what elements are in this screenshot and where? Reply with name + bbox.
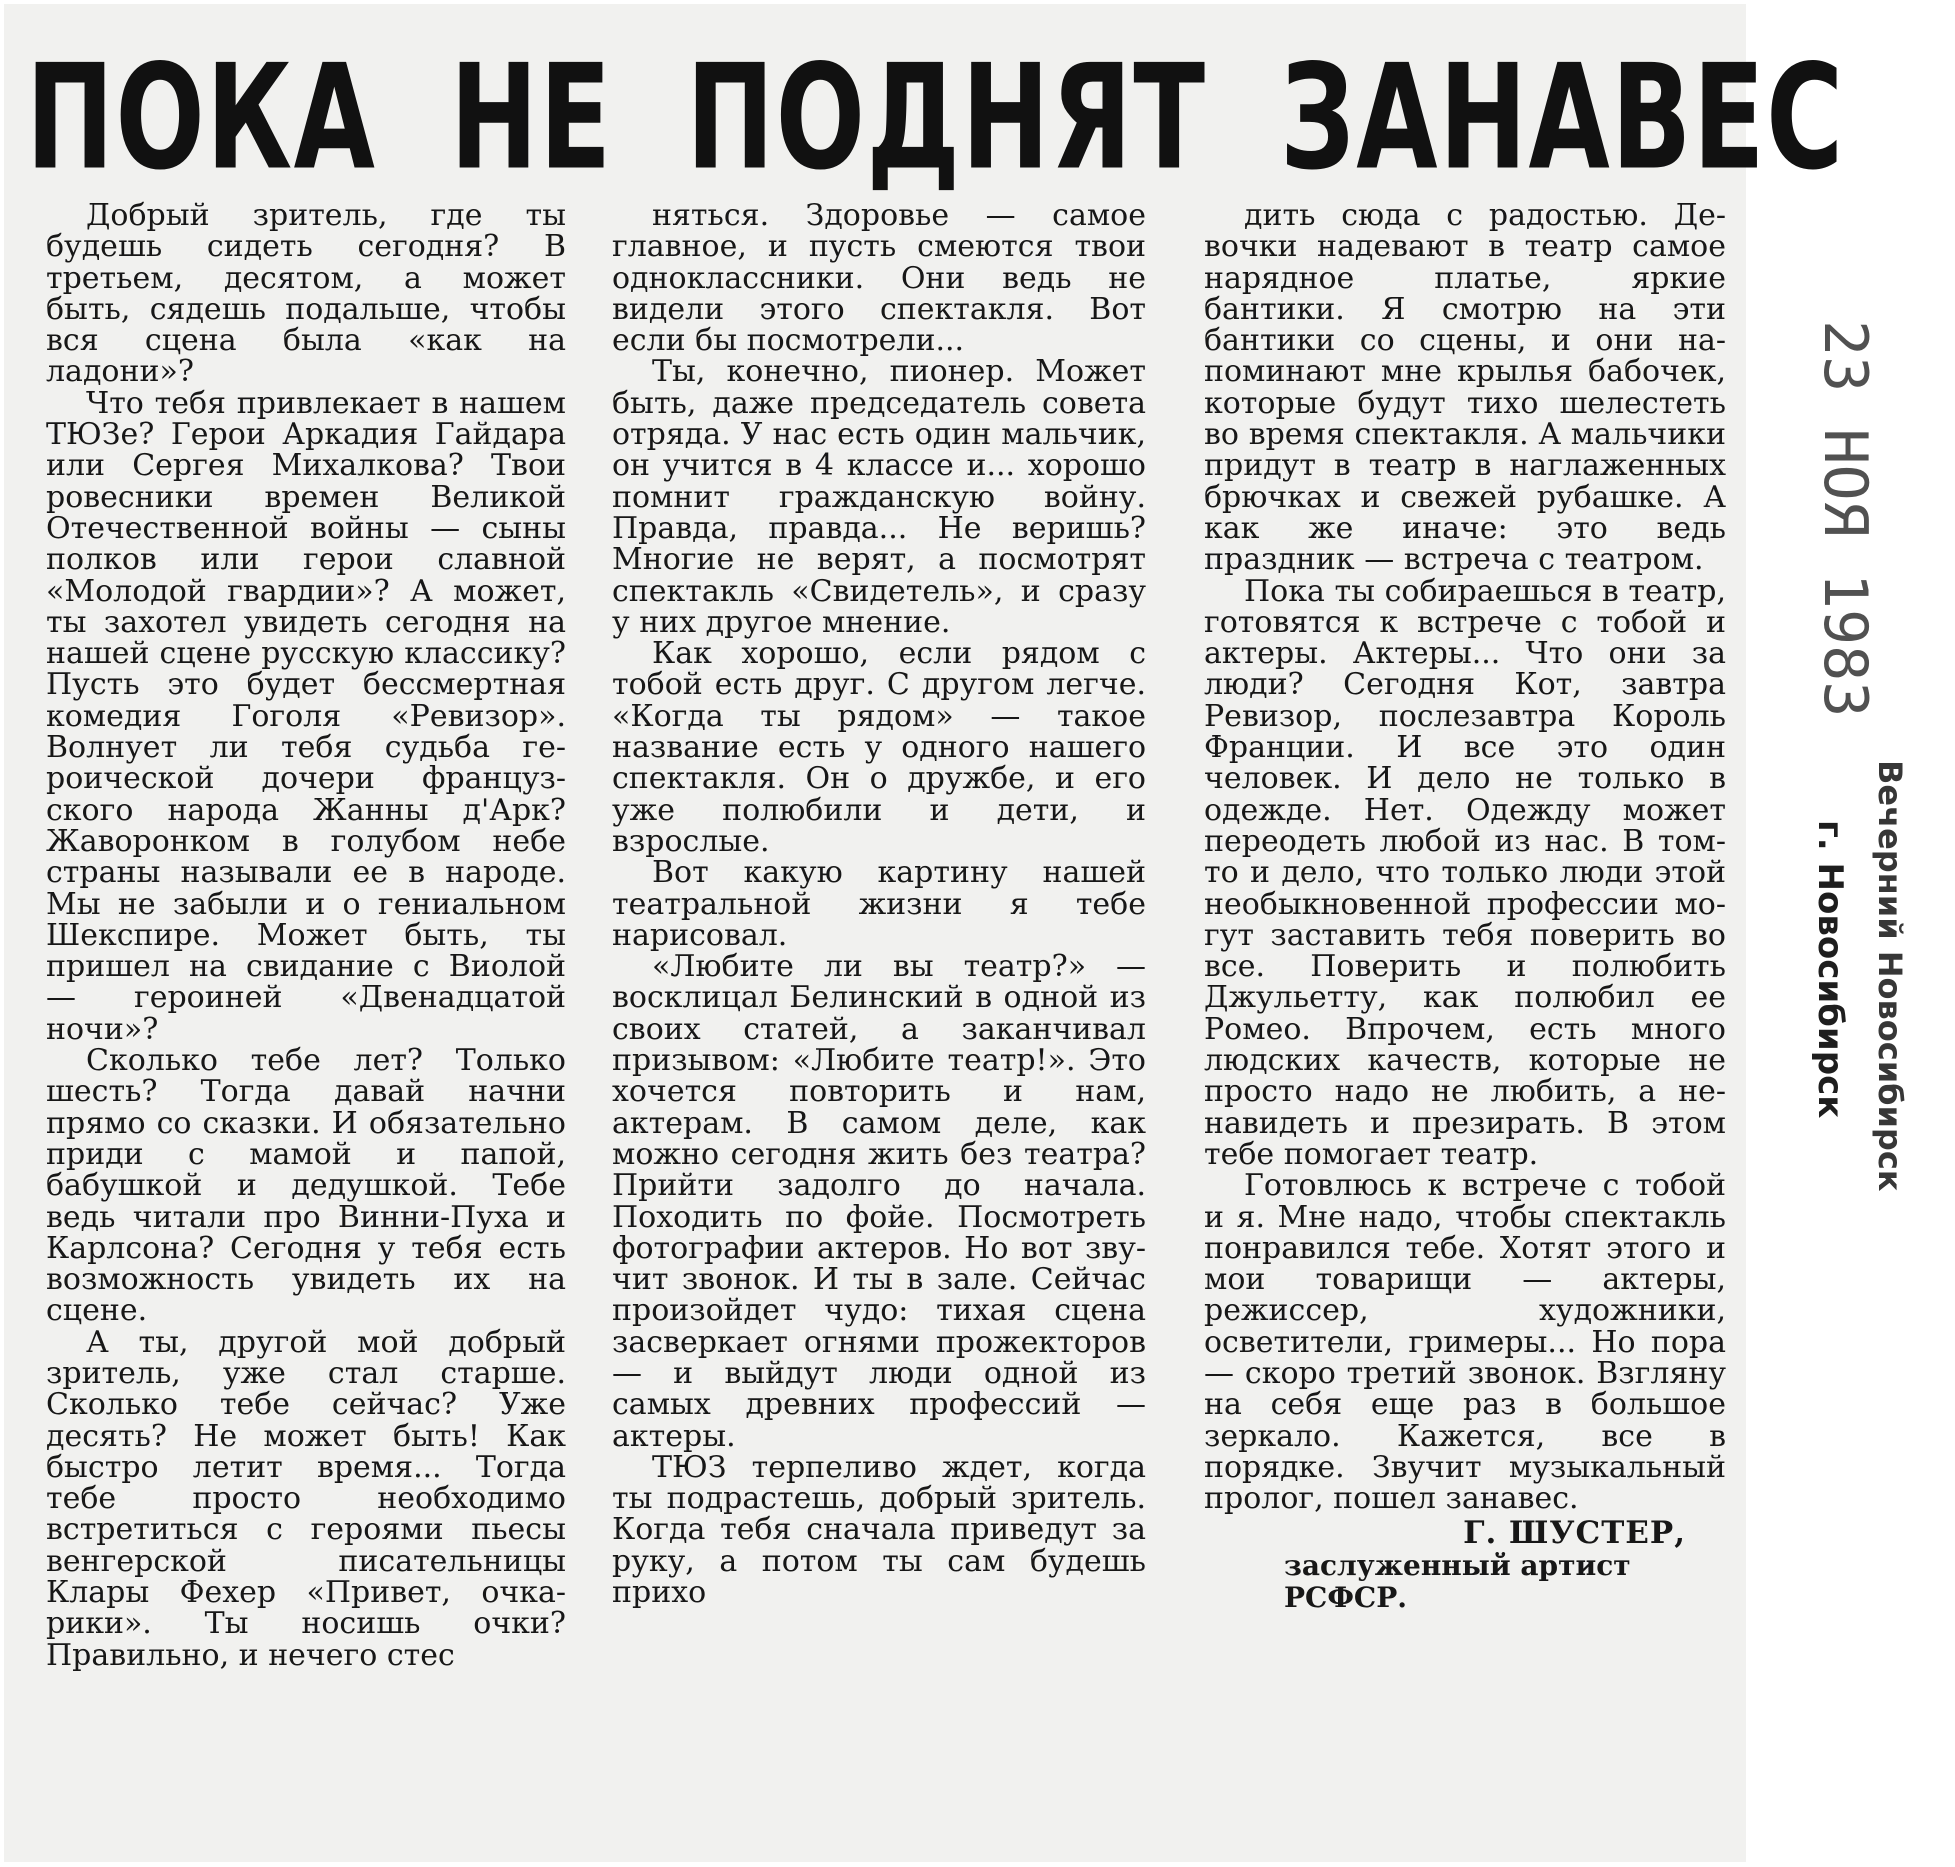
paragraph: Ты, конечно, пионер. Может быть, даже председатель совета отряда. У нас есть один мальчик, он учится в 4 классе и... хорошо помнит гражданскую войну. Правда, правда... Не веришь? Многие не верят, а посмотрят спектакль «Свидетель», и сразу у них другое мнение. xyxy=(612,354,1146,640)
paragraph: Готовлюсь к встрече с тобой и я. Мне надо, чтобы спектакль понравился тебе. Хотят этого и мои товарищи — актеры, режиссер, художники, осветители, гримеры... Но пора — скоро третий звонок. Взгляну на себя еще раз в большое зеркало. Кажется, все в порядке. Звучит музыкальный пролог, пошел занавес. xyxy=(1204,1168,1726,1517)
paragraph: няться. Здоровье — самое главное, и пусть смеются твои одноклассники. Они ведь не видели этого спектакля. Вот если бы посмотрели... xyxy=(612,198,1146,359)
article-headline: ПОКА НЕ ПОДНЯТ ЗАНАВЕС xyxy=(26,33,1845,203)
source-stamp: Вечерний Новосибирск xyxy=(1871,760,1909,1192)
author-signature xyxy=(1204,1515,1726,1614)
paragraph: дить сюда с радостью. Девочки надевают в театр самое нарядное платье, яркие бантики. Я смотрю на эти бантики со сцены, и они напоминают мне крылья бабочек, которые будут тихо шелестеть во время спектакля. А мальчики придут в театр в наглаженных брючках и свежей рубашке. А как же иначе: это ведь праздник — встреча с театром. xyxy=(1204,198,1726,578)
paragraph: Пока ты собираешься в театр, готовятся к встрече с тобой и актеры. Актеры... Что они за люди? Сегодня Кот, завтра Ревизор, послезавтра Король Франции. И все это один человек. И дело не только в одежде. Нет. Одежду может переодеть любой из нас. В том-то и дело, что только люди этой необыкновенной профессии могут заставить тебя поверить во все. Поверить и полюбить Джульетту, как полюбил ее Ромео. Впрочем, есть много людских качеств, которые не просто надо не любить, а ненавидеть и презирать. В этом тебе помогает театр. xyxy=(1204,573,1726,1172)
date-stamp: 23 НОЯ 1983 xyxy=(1810,320,1880,718)
article-column-2 xyxy=(612,198,1146,1611)
paragraph: Вот какую картину нашей театральной жизни я тебе нарисовал. xyxy=(612,855,1146,953)
paragraph: ТЮЗ терпеливо ждет, когда ты подрастешь, добрый зритель. Когда тебя сначала приведут за руку, а потом ты сам будешь прихо xyxy=(612,1449,1146,1611)
paragraph: А ты, другой мой добрый зритель, уже стал старше. Сколько тебе сейчас? Уже десять? Не может быть! Как быстро летит время... Тогда тебе просто необходимо встретиться с героями пьесы венгерской писательницы Клары Фехер «Привет, очкарики». Ты носишь очки? Правильно, и нечего стес xyxy=(46,1324,566,1673)
author-name: Г. ШУСТЕР, xyxy=(1463,1515,1686,1552)
article-column-1 xyxy=(46,200,566,1671)
paragraph: Добрый зритель, где ты будешь сидеть сегодня? В третьем, десятом, а может быть, сядешь подальше, чтобы вся сцена была «как на ладони»? xyxy=(46,198,566,390)
paragraph: Что тебя привлекает в нашем ТЮЗе? Герои Аркадия Гайдара или Сергея Михалкова? Твои ровесники времен Великой Отечественной войны — сыны полков или герои славной «Молодой гвардии»? А может, ты захотел увидеть сегодня на нашей сцене русскую классику? Пусть это будет бессмертная комедия Гоголя «Ревизор». Волнует ли тебя судьба героической дочери французского народа Жанны д'Арк? Жаворонком в голубом небе страны называли ее в народе. Мы не забыли и о гениальном Шекспире. Может быть, ты пришел на свидание с Виолой — героиней «Двенадцатой ночи»? xyxy=(46,385,566,1047)
paragraph: Как хорошо, если рядом с тобой есть друг. С другом легче. «Когда ты рядом» — такое название есть у одного нашего спектакля. Он о дружбе, и его уже полюбили и дети, и взрослые. xyxy=(612,636,1146,859)
paragraph: «Любите ли вы театр?» — восклицал Белинский в одной из своих статей, а заканчивал призывом: «Любите театр!». Это хочется повторить и нам, актерам. В самом деле, как можно сегодня жить без театра? Прийти задолго до начала. Походить по фойе. Посмотреть фотографии актеров. Но вот звучит звонок. И ты в зале. Сейчас произойдет чудо: тихая сцена засверкает огнями прожекторов — и выйдут люди одной из самых древних профессий — актеры. xyxy=(612,949,1146,1454)
paragraph: Сколько тебе лет? Только шесть? Тогда давай начни прямо со сказки. И обязательно приди с мамой и папой, бабушкой и дедушкой. Тебе ведь читали про Винни-Пуха и Карлсона? Сегодня у тебя есть возможность увидеть их на сцене. xyxy=(46,1043,566,1329)
author-title: заслуженный артист xyxy=(1284,1548,1631,1582)
author-title-country: РСФСР. xyxy=(1284,1580,1407,1614)
city-stamp: г. Новосибирск xyxy=(1810,820,1850,1119)
article-column-3 xyxy=(1204,200,1726,1614)
